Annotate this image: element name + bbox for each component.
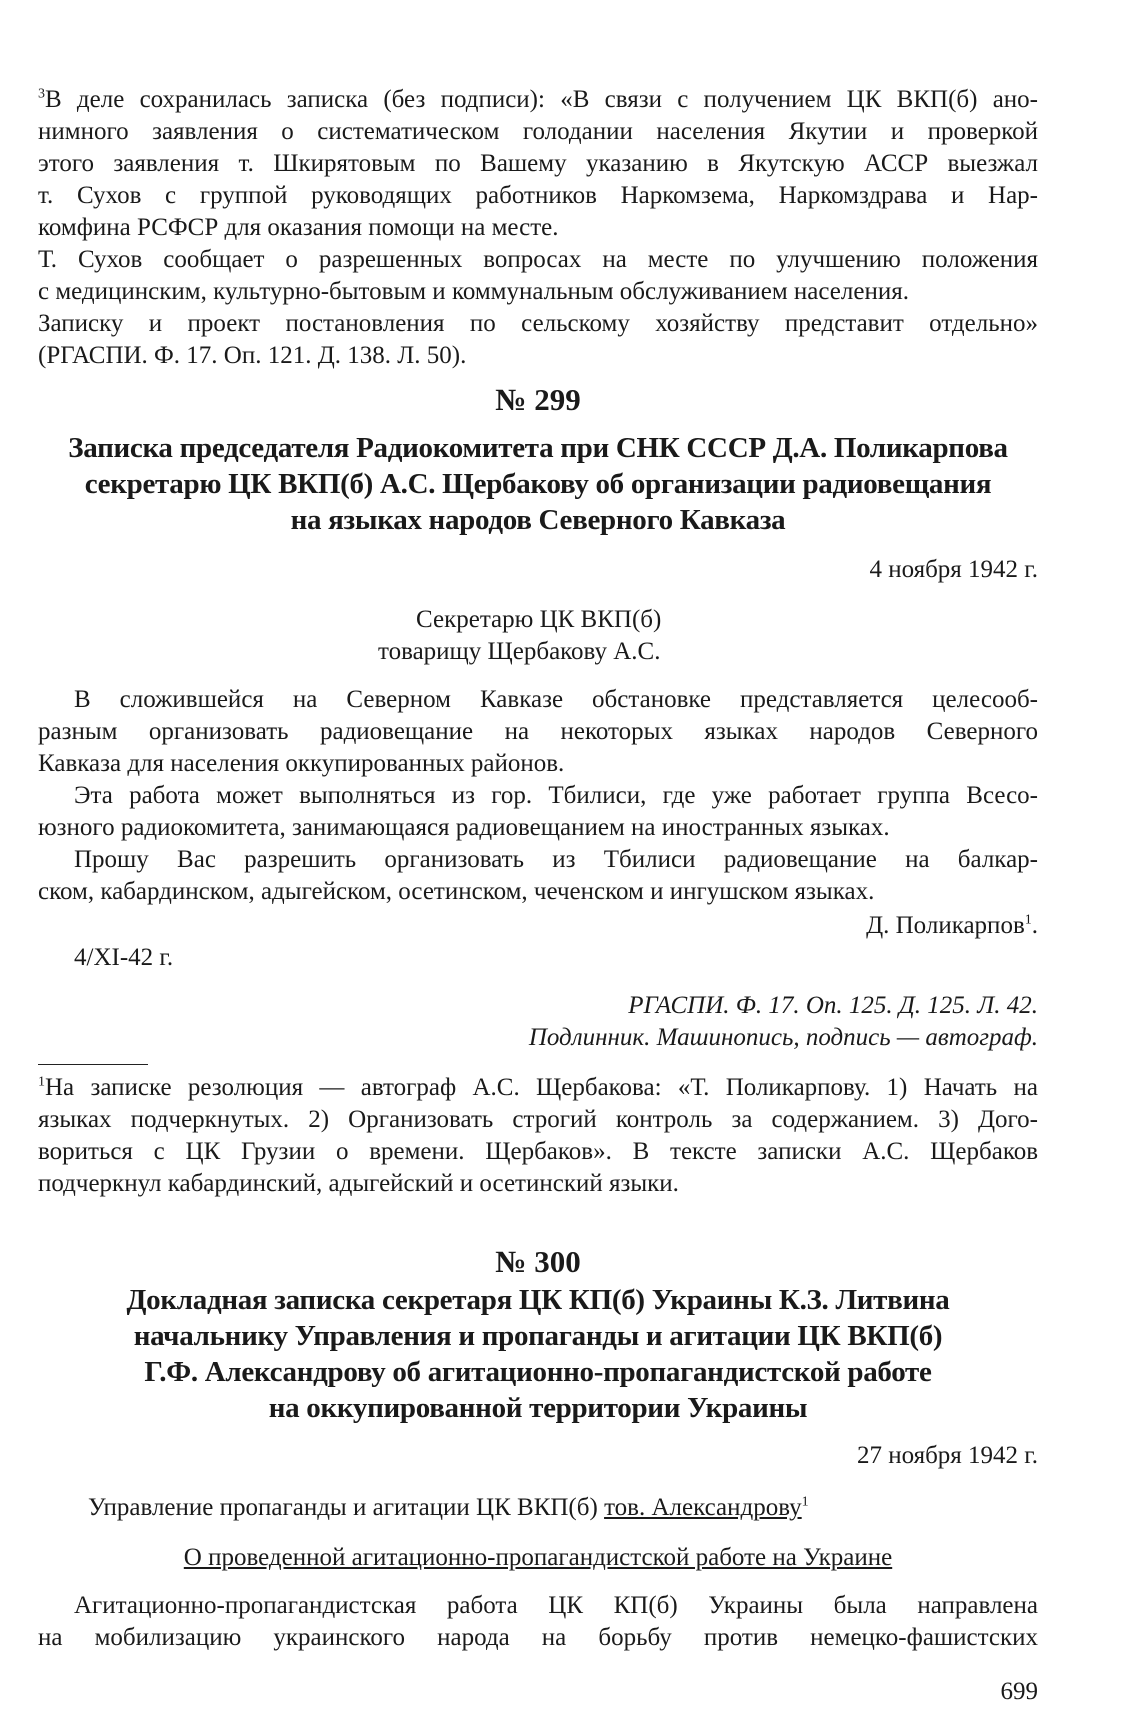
footnote-3-line: т. Сухов с группой руководящих работников Наркомзема, Наркомздрава и Нар- <box>38 182 1038 209</box>
doc-300-addressee <box>88 1492 1038 1524</box>
body-line: на мобилизацию украинского народа на борьбу против немецко-фашистских <box>38 1624 1038 1651</box>
page-number: 699 <box>1000 1678 1038 1705</box>
footnote-line: $^1$На записке резолюция — автограф А.С. Щербакова: «Т. Поликарпову. 1) Начать на <box>38 1074 1038 1101</box>
footnote-line: вориться с ЦК Грузии о времени. Щербаков». В тексте записки А.С. Щербаков <box>38 1138 1038 1165</box>
doc-299-title-line: на языках народов Северного Кавказа <box>290 504 786 536</box>
signature-note-marker: 1 <box>1024 912 1032 928</box>
doc-299-addressee <box>378 604 778 668</box>
body-line: юзного радиокомитета, занимающаяся радиовещанием на иностранных языках. <box>38 814 890 841</box>
footnote-3-marker: 3 <box>38 86 45 102</box>
footnote-rule <box>38 1064 148 1065</box>
body-line: ском, кабардинском, адыгейском, осетинском, чеченском и ингушском языках. <box>38 878 875 905</box>
footnote-3-line: (РГАСПИ. Ф. 17. Оп. 121. Д. 138. Л. 50). <box>38 342 467 369</box>
doc-299-title-line: секретарю ЦК ВКП(б) А.С. Щербакову об организации радиовещания <box>84 468 992 500</box>
addressee-line: товарищу Щербакову А.С. <box>378 638 661 665</box>
doc-299-footnote <box>38 1072 1038 1200</box>
doc-299-title-line: Записка председателя Радиокомитета при СНК СССР Д.А. Поликарпова <box>68 432 1008 464</box>
footnote-3-line: с медицинским, культурно-бытовым и коммунальным обслуживанием населения. <box>38 278 909 305</box>
subject-text: О проведенной агитационно-пропагандистской работе на Украине <box>183 1544 893 1571</box>
footnote-3-line: Записку и проект постановления по сельскому хозяйству представит отдельно» <box>38 310 1038 337</box>
body-line: разным организовать радиовещание на некоторых языках народов Северного <box>38 718 1038 745</box>
doc-299-date: 4 ноября 1942 г. <box>869 556 1038 583</box>
doc-300-title-line: начальнику Управления и пропаганды и агитации ЦК ВКП(б) <box>133 1320 943 1352</box>
doc-300-title-line: Г.Ф. Александрову об агитационно-пропагандистской работе <box>144 1356 932 1388</box>
doc-300-subject <box>38 1542 1038 1574</box>
doc-299-source-type: Подлинник. Машинопись, подпись — автограф. <box>528 1024 1038 1051</box>
doc-299-source: РГАСПИ. Ф. 17. Оп. 125. Д. 125. Л. 42. <box>628 992 1038 1019</box>
body-line: Прошу Вас разрешить организовать из Тбилиси радиовещание на балкар- <box>74 846 1038 873</box>
body-line: Агитационно-пропагандистская работа ЦК КП(б) Украины была направлена <box>74 1592 1038 1619</box>
doc-299-sign-date: 4/XI-42 г. <box>74 944 174 971</box>
addressee-line: Секретарю ЦК ВКП(б) <box>416 606 662 633</box>
footnote-line: языках подчеркнутых. 2) Организовать строгий контроль за содержанием. 3) Дого- <box>38 1106 1038 1133</box>
doc-299-signature: Д. Поликарпов$^1$. <box>866 912 1038 939</box>
footnote-1-marker: 1 <box>38 1074 45 1090</box>
doc-299-body <box>38 684 1038 908</box>
body-line: В сложившейся на Северном Кавказе обстановке представляется целесооб- <box>74 686 1038 713</box>
footnote-3-line: Т. Сухов сообщает о разрешенных вопросах на месте по улучшению положения <box>38 246 1038 273</box>
doc-300-title-line: Докладная записка секретаря ЦК КП(б) Украины К.З. Литвина <box>126 1284 950 1316</box>
addressee-note-marker: 1 <box>801 1494 809 1510</box>
footnote-3-line: $^3$В деле сохранилась записка (без подписи): «В связи с получением ЦК ВКП(б) ано- <box>38 86 1038 113</box>
doc-299-number: № 299 <box>495 382 581 417</box>
signature-name: Д. Поликарпов <box>866 912 1025 939</box>
footnote-3-line: комфина РСФСР для оказания помощи на месте. <box>38 214 559 241</box>
doc-300-number: № 300 <box>495 1244 581 1279</box>
body-line: Кавказа для населения оккупированных районов. <box>38 750 565 777</box>
doc-300-title-line: на оккупированной территории Украины <box>268 1392 808 1424</box>
addressee-department: Управление пропаганды и агитации ЦК ВКП(б) <box>88 1494 605 1521</box>
body-line: Эта работа может выполняться из гор. Тбилиси, где уже работает группа Всесо- <box>74 782 1038 809</box>
footnote-3-line: этого заявления т. Шкирятовым по Вашему указанию в Якутскую АССР выезжал <box>38 150 1038 177</box>
doc-300-date: 27 ноября 1942 г. <box>856 1442 1038 1469</box>
footnote-3-line: нимного заявления о систематическом голодании населения Якутии и проверкой <box>38 118 1038 145</box>
footnote-3 <box>38 84 1038 372</box>
doc-300-body <box>38 1590 1038 1654</box>
footnote-line: подчеркнул кабардинский, адыгейский и осетинский языки. <box>38 1170 679 1197</box>
addressee-name: тов. Александрову <box>604 1494 802 1521</box>
